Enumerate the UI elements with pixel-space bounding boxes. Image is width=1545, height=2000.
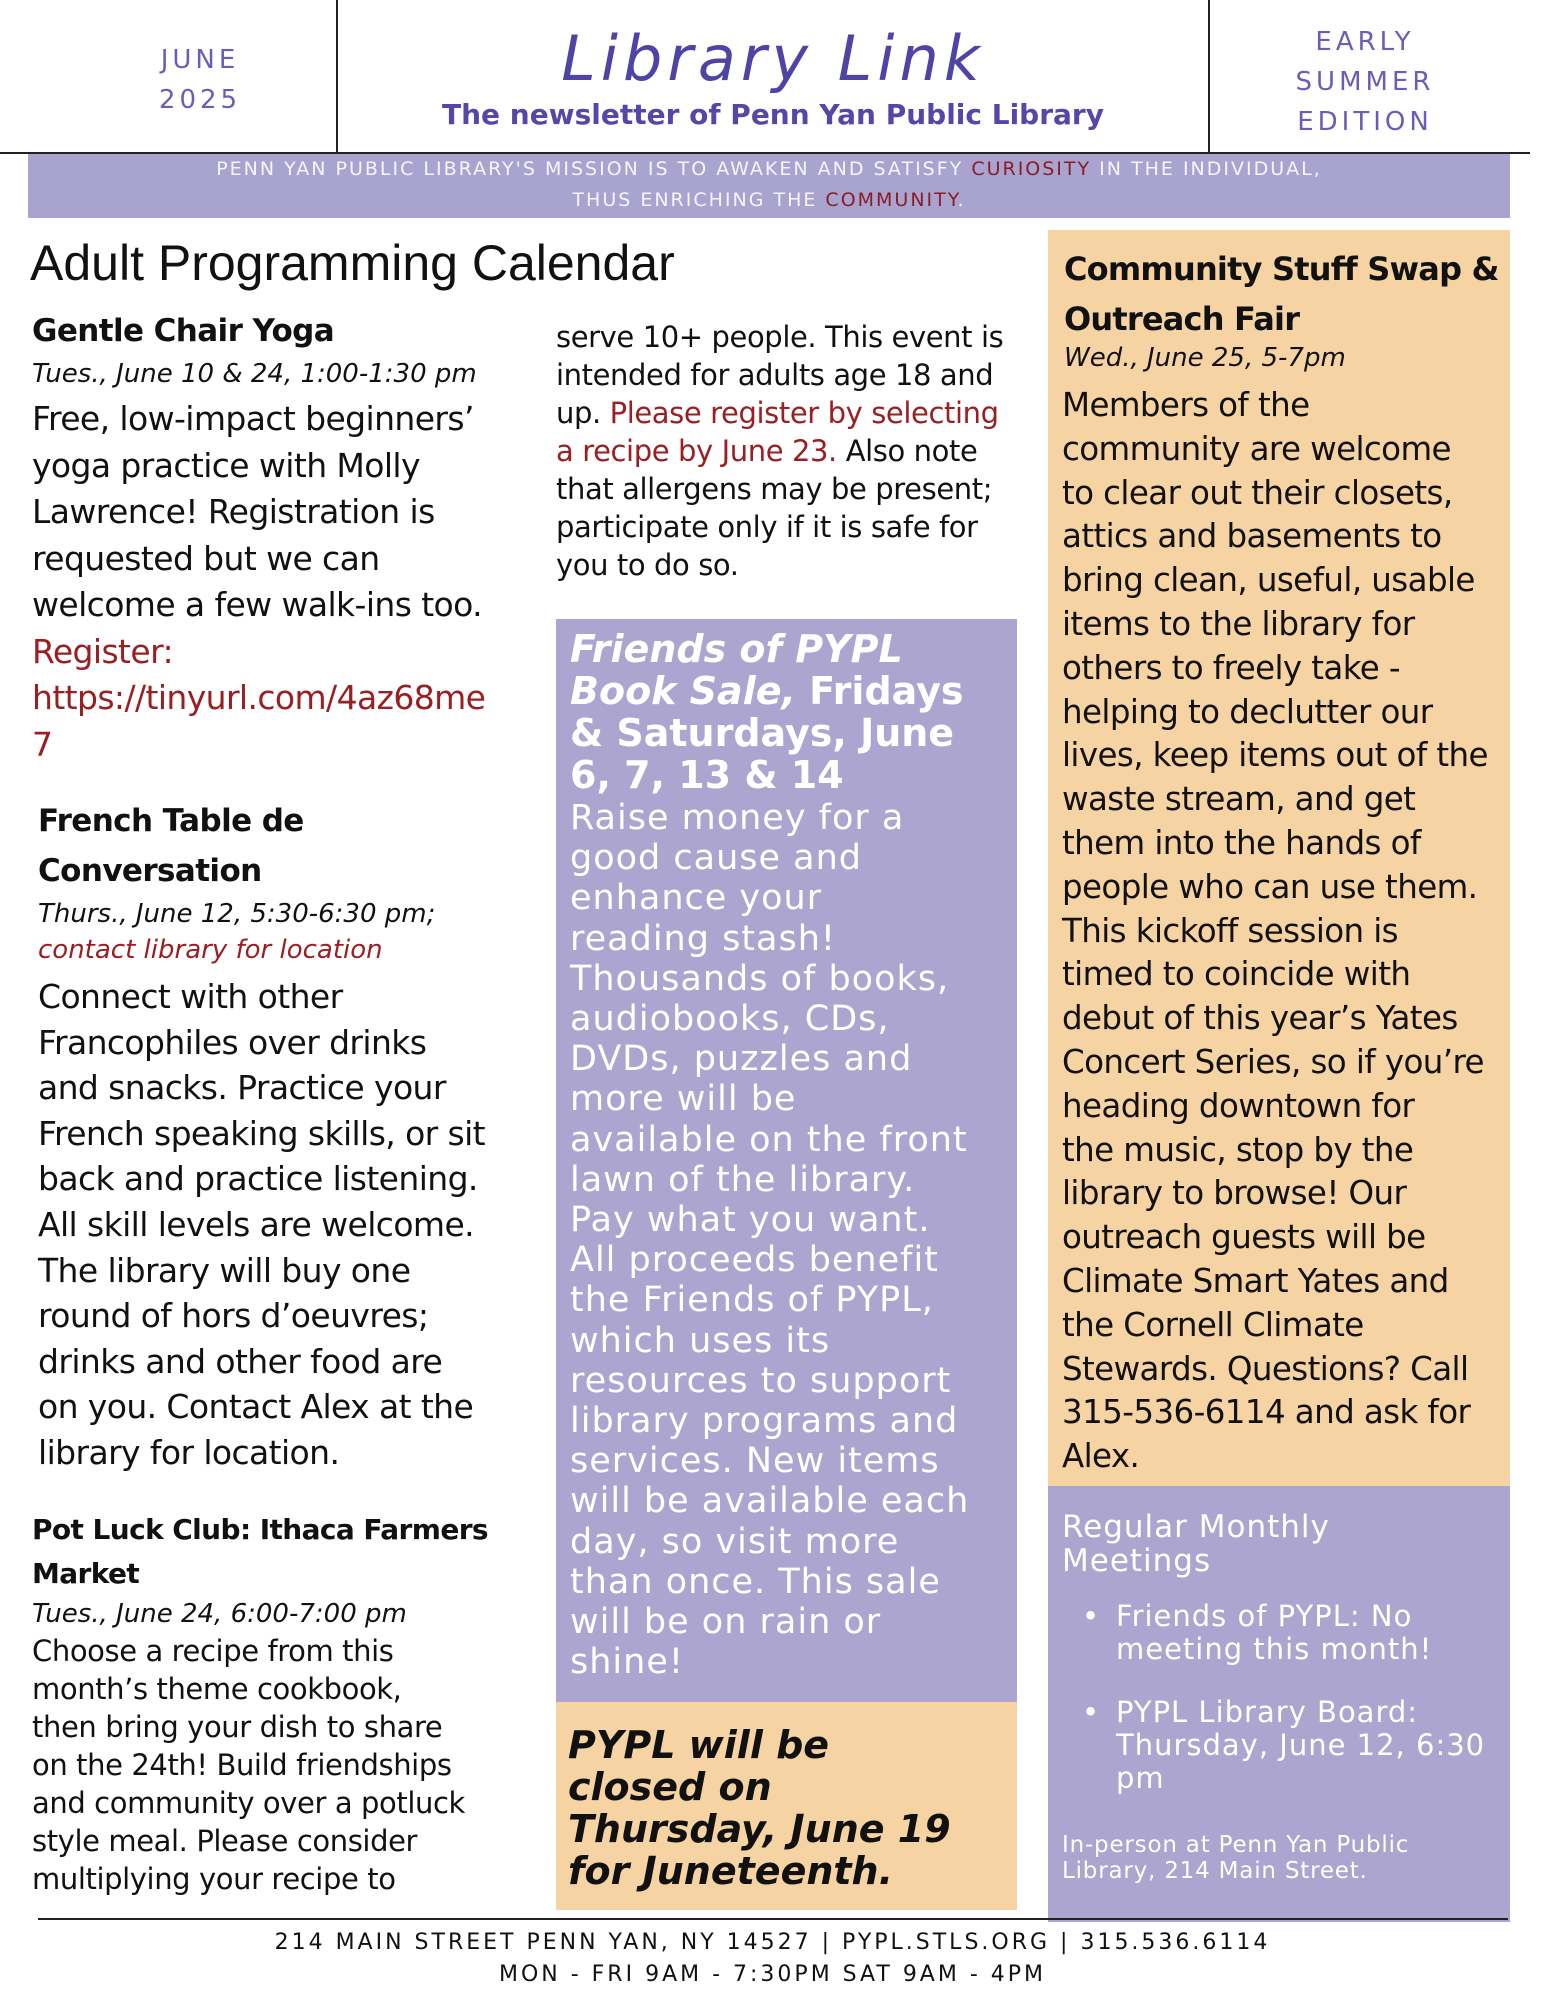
issue-date [40, 40, 360, 120]
mission-highlight: CURIOSITY [971, 158, 1092, 180]
mission-banner [28, 154, 1510, 218]
register-link[interactable]: 7 [32, 724, 53, 764]
newsletter-title: Library Link [561, 22, 985, 95]
issue-month: JUNE [160, 45, 240, 75]
mission-highlight: COMMUNITY [825, 189, 958, 211]
register-instruction: Please register by selecting [609, 396, 999, 430]
meetings-location-note: In-person at Penn Yan Public Library, 214 Main Street. [1062, 1832, 1410, 1884]
event-description: Free, low-impact beginners’ yoga practice with Molly Lawrence! Registration is requested but we can welcome a few walk-ins too. Register: https://tinyurl.com/4az68me 7 [32, 396, 522, 768]
newsletter-subtitle: The newsletter of Penn Yan Public Library [442, 98, 1104, 131]
event-description: Members of the community are welcome to clear out their closets, attics and basements to bring clean, useful, usable items to the library for others to freely take - helping to declutter our lives, keep items out of the waste stream, and get them into the hands of people who can use them. This kickoff session is timed to coincide with debut of this year’s Yates Concert Series, so if you’re heading downtown for the music, stop by the library to browse! Our outreach guests will be Climate Smart Yates and the Cornell Climate Stewards. Questions? Call 315-536-6114 and ask for Alex. [1062, 386, 1488, 1476]
bullet-icon: • [1082, 1695, 1101, 1729]
event-date: Tues., June 10 & 24, 1:00-1:30 pm [32, 359, 477, 389]
footer-hours: MON - FRI 9AM - 7:30PM SAT 9AM - 4PM [498, 1962, 1047, 1987]
mission-text: . [957, 189, 966, 211]
register-instruction: a recipe by June 23. [556, 434, 837, 468]
event-description: Choose a recipe from this month’s theme cookbook, then bring your dish to share on the 24th! Build friendships and community over a potluck style meal. Please consider multiplying your recipe to [32, 1634, 465, 1896]
mission-text: PENN YAN PUBLIC LIBRARY'S MISSION IS TO AWAKEN AND SATISFY [216, 158, 972, 180]
mission-text: IN THE INDIVIDUAL, [1091, 158, 1322, 180]
event-date: Tues., June 24, 6:00-7:00 pm [32, 1599, 407, 1629]
footer-rule [38, 1918, 1508, 1920]
event-description: Connect with other Francophiles over drinks and snacks. Practice your French speaking skills, or sit back and practice listening. All skill levels are welcome. The library will buy one round of hors d’oeuvres; drinks and other food are on you. Contact Alex at the library for location. [38, 977, 486, 1472]
edition-label [1210, 22, 1520, 142]
event-date: Wed., June 25, 5-7pm [1064, 343, 1346, 373]
edition-line: EARLY [1315, 27, 1415, 57]
event-potluck-continued: serve 10+ people. This event is intended for adults age 18 and up. Please register by selecting a recipe by June 23. Also note that allergens may be present; participate only if it is safe for you to do so. [556, 320, 1004, 582]
event-title: Community Stuff Swap & Outreach Fair [1064, 250, 1499, 338]
event-title: French Table de Conversation [38, 803, 304, 889]
event-potluck [32, 1508, 532, 1898]
closed-notice: PYPL will be closed on Thursday, June 19 for Juneteenth. [568, 1723, 951, 1893]
meetings-heading: Regular Monthly Meetings [1062, 1509, 1330, 1579]
book-sale-heading: Friends of PYPL Book Sale, Fridays & Saturdays, June 6, 7, 13 & 14 [570, 627, 964, 797]
issue-year: 2025 [158, 85, 242, 115]
list-item: • PYPL Library Board: Thursday, June 12, 6:30 pm [1082, 1695, 1486, 1795]
bullet-icon: • [1082, 1599, 1101, 1633]
edition-line: SUMMER [1295, 67, 1435, 97]
edition-line: EDITION [1297, 107, 1433, 137]
event-yoga [32, 306, 522, 768]
register-link[interactable]: https://tinyurl.com/4az68me [32, 678, 486, 717]
calendar-heading: Adult Programming Calendar [30, 235, 675, 291]
register-label: Register: [32, 631, 174, 671]
list-item: • Friends of PYPL: No meeting this month! [1082, 1599, 1433, 1666]
event-title: Gentle Chair Yoga [32, 313, 335, 349]
event-location-note: contact library for location [38, 935, 383, 965]
event-french [38, 796, 528, 1476]
mission-text: THUS ENRICHING THE [572, 189, 826, 211]
event-date: Thurs., June 12, 5:30-6:30 pm; [38, 899, 436, 929]
footer-address: 214 MAIN STREET PENN YAN, NY 14527 | PYPL.STLS.ORG | 315.536.6114 [274, 1930, 1271, 1955]
book-sale-description: Raise money for a good cause and enhance your reading stash! Thousands of books, audiobooks, CDs, DVDs, puzzles and more will be available on the front lawn of the library. Pay what you want. All proceeds benefit the Friends of PYPL, which uses its resources to support library programs and services. New items will be available each day, so visit more than once. This sale will be on rain or shine! [570, 798, 970, 1683]
meetings-list [1082, 1600, 1502, 1825]
event-title: Pot Luck Club: Ithaca Farmers Market [32, 1513, 489, 1590]
